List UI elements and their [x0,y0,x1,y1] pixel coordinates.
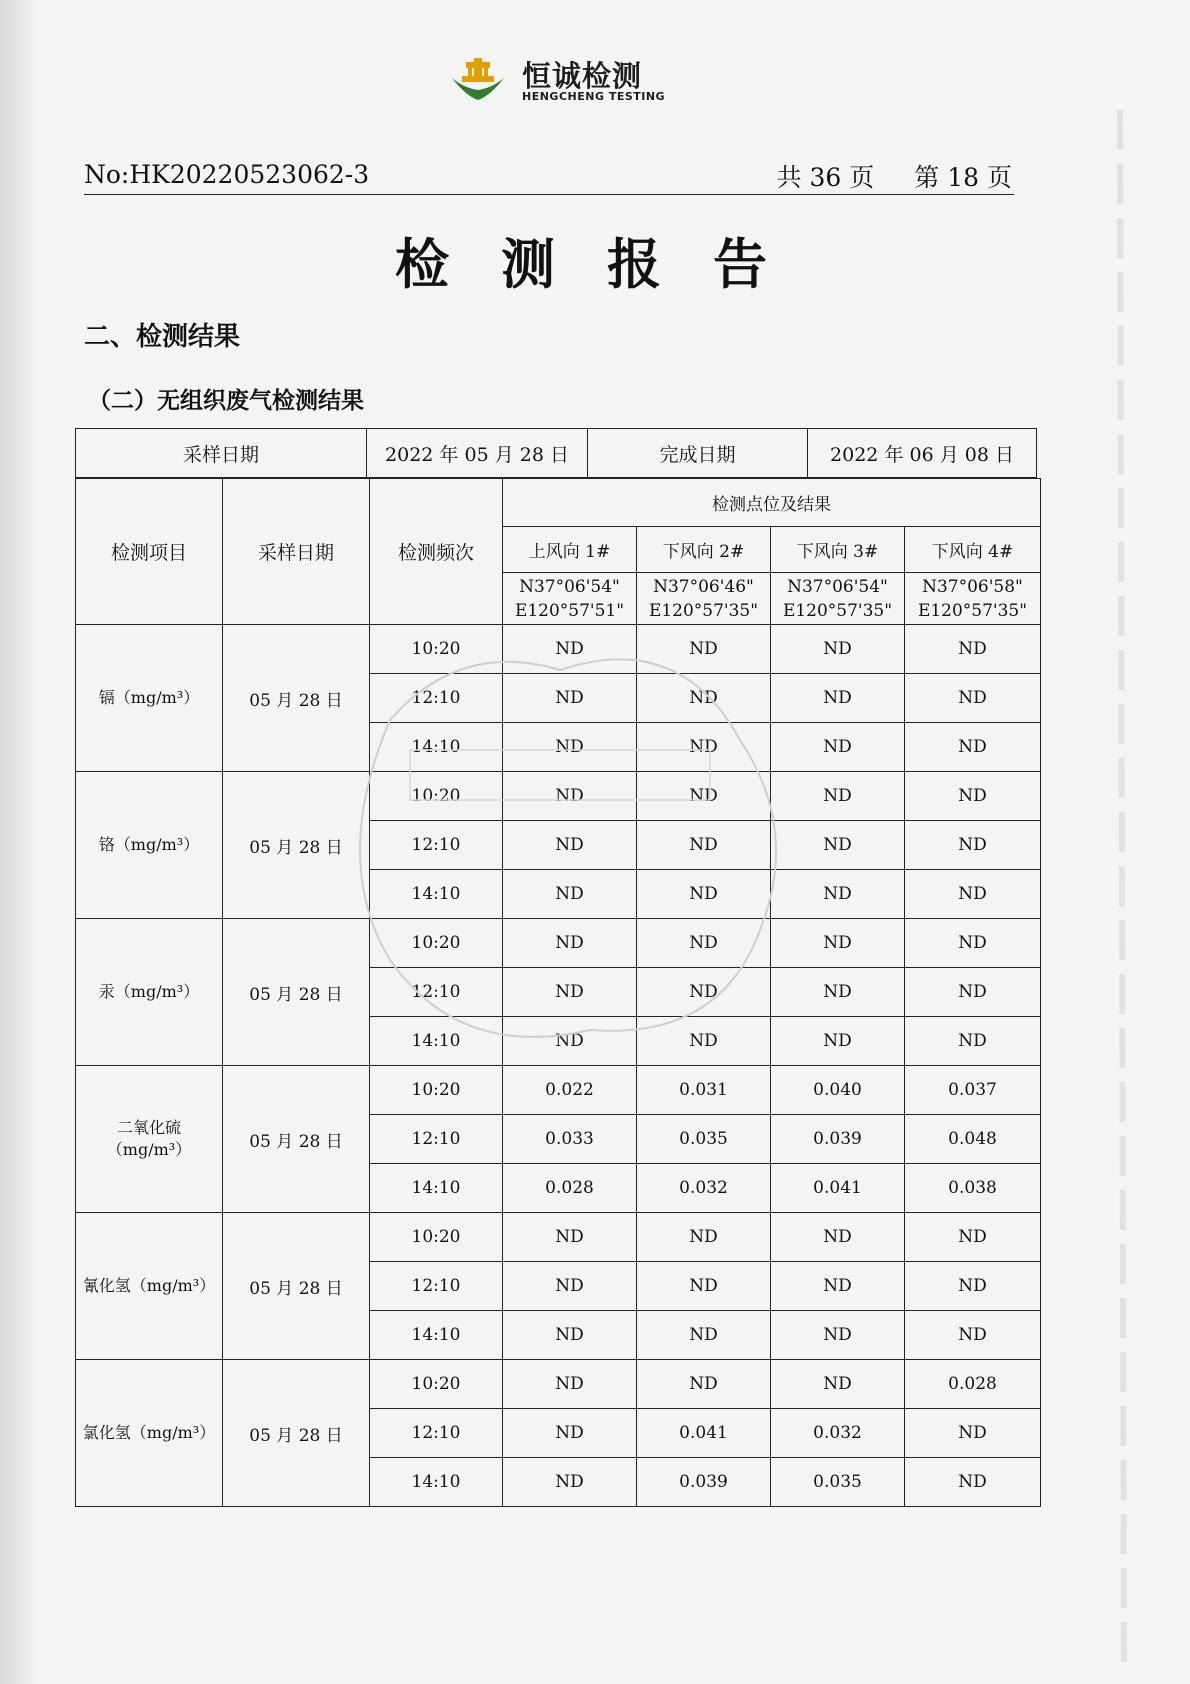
result-value: ND [637,1017,771,1066]
sampling-date: 05 月 28 日 [223,1213,370,1360]
sampling-meta-table [75,428,1037,478]
result-value: ND [637,1311,771,1360]
sampling-time: 14:10 [370,1458,503,1507]
completion-date-label: 完成日期 [588,429,808,478]
result-value: ND [905,1311,1041,1360]
result-value: ND [905,1262,1041,1311]
result-value: ND [905,1213,1041,1262]
sampling-time: 12:10 [370,968,503,1017]
point-lon: E120°57'51" [514,600,625,621]
col-item-header: 检测项目 [76,479,223,625]
sampling-time: 14:10 [370,1017,503,1066]
page-count [737,158,1012,194]
result-value: 0.035 [771,1458,905,1507]
result-value: ND [771,723,905,772]
result-value: ND [503,723,637,772]
point-name-4: 下风向 4# [905,527,1041,573]
table-row [76,1066,1041,1115]
point-lon: E120°57'35" [648,600,759,621]
sampling-date: 05 月 28 日 [223,919,370,1066]
col-points-header: 检测点位及结果 [503,479,1041,527]
result-value: ND [637,772,771,821]
col-freq-header: 检测频次 [370,479,503,625]
point-lon: E120°57'35" [917,600,1028,621]
table-row [76,919,1041,968]
result-value: 0.032 [771,1409,905,1458]
section-title: 二、检测结果 [84,322,241,352]
result-value: ND [637,625,771,674]
test-item: 氰化氢（mg/m³） [76,1213,223,1360]
result-value: 0.033 [503,1115,637,1164]
test-item: 铬（mg/m³） [76,772,223,919]
sampling-time: 14:10 [370,723,503,772]
result-value: ND [503,821,637,870]
point-coords-4 [905,573,1041,625]
result-value: 0.038 [905,1164,1041,1213]
hengcheng-logo-icon [448,56,508,102]
result-value: ND [905,723,1041,772]
result-value: ND [637,1262,771,1311]
sampling-time: 14:10 [370,1164,503,1213]
result-value: ND [905,625,1041,674]
point-lon: E120°57'35" [782,600,893,621]
result-value: ND [771,674,905,723]
side-security-strip [1110,110,1130,1670]
result-value: ND [905,919,1041,968]
result-value: ND [503,1409,637,1458]
table-row [76,1213,1041,1262]
result-value: ND [503,1458,637,1507]
result-value: ND [905,968,1041,1017]
subsection-title: （二）无组织废气检测结果 [88,388,364,414]
result-value: ND [771,821,905,870]
sampling-date: 05 月 28 日 [223,1066,370,1213]
logo-name-en: HENGCHENG TESTING [522,90,666,103]
result-value: 0.022 [503,1066,637,1115]
result-value: ND [771,625,905,674]
result-value: 0.041 [771,1164,905,1213]
sampling-time: 12:10 [370,674,503,723]
document-title: 检测报告 [395,233,819,296]
point-lat: N37°06'54" [787,576,888,597]
result-value: ND [905,1017,1041,1066]
logo-name-cn: 恒诚检测 [522,59,643,93]
result-value: ND [503,968,637,1017]
table-row [76,1360,1041,1409]
result-value: ND [503,625,637,674]
result-value: ND [637,968,771,1017]
sampling-date-value: 2022 年 05 月 28 日 [367,429,588,478]
point-lat: N37°06'46" [653,576,754,597]
result-value: ND [637,1360,771,1409]
result-value: ND [503,674,637,723]
test-item: 镉（mg/m³） [76,625,223,772]
result-value: 0.048 [905,1115,1041,1164]
result-value: ND [503,1311,637,1360]
point-name-1: 上风向 1# [503,527,637,573]
result-value: ND [771,772,905,821]
results-table [75,478,1041,1507]
point-lat: N37°06'54" [519,576,620,597]
result-value: ND [503,1017,637,1066]
result-value: ND [637,821,771,870]
sampling-time: 14:10 [370,1311,503,1360]
sampling-time: 12:10 [370,1115,503,1164]
table-row [76,625,1041,674]
result-value: ND [771,1213,905,1262]
report-header [84,160,1014,195]
result-value: ND [637,1213,771,1262]
result-value: 0.041 [637,1409,771,1458]
result-value: ND [637,870,771,919]
point-coords-1 [503,573,637,625]
result-value: 0.031 [637,1066,771,1115]
table-row [76,772,1041,821]
result-value: ND [503,1360,637,1409]
result-value: ND [637,723,771,772]
sampling-time: 10:20 [370,625,503,674]
result-value: ND [771,1360,905,1409]
result-value: 0.040 [771,1066,905,1115]
result-value: 0.035 [637,1115,771,1164]
result-value: ND [771,1311,905,1360]
result-value: ND [771,968,905,1017]
sampling-date: 05 月 28 日 [223,625,370,772]
result-value: ND [637,919,771,968]
sampling-time: 12:10 [370,1409,503,1458]
test-item: 二氧化硫 （mg/m³） [76,1066,223,1213]
sampling-time: 12:10 [370,821,503,870]
result-value: ND [905,772,1041,821]
sampling-time: 10:20 [370,1066,503,1115]
result-value: ND [637,674,771,723]
current-page: 第 18 页 [914,163,1012,192]
sampling-time: 12:10 [370,1262,503,1311]
point-name-3: 下风向 3# [771,527,905,573]
total-pages: 共 36 页 [776,163,875,192]
sampling-time: 14:10 [370,870,503,919]
point-lat: N37°06'58" [922,576,1023,597]
col-date-header: 采样日期 [223,479,370,625]
result-value: ND [503,919,637,968]
report-number: No:HK20220523062-3 [84,160,370,189]
result-value: ND [503,772,637,821]
sampling-time: 10:20 [370,919,503,968]
result-value: ND [905,1409,1041,1458]
result-value: 0.039 [637,1458,771,1507]
sampling-date: 05 月 28 日 [223,1360,370,1507]
result-value: ND [503,1262,637,1311]
result-value: 0.028 [503,1164,637,1213]
result-value: ND [905,870,1041,919]
test-item: 氯化氢（mg/m³） [76,1360,223,1507]
sampling-date: 05 月 28 日 [223,772,370,919]
result-value: ND [503,870,637,919]
company-logo [448,54,688,106]
completion-date-value: 2022 年 06 月 08 日 [808,429,1037,478]
result-value: ND [905,821,1041,870]
point-coords-2 [637,573,771,625]
sampling-time: 10:20 [370,772,503,821]
test-item: 汞（mg/m³） [76,919,223,1066]
sampling-time: 10:20 [370,1213,503,1262]
result-value: 0.028 [905,1360,1041,1409]
sampling-time: 10:20 [370,1360,503,1409]
result-value: ND [503,1213,637,1262]
result-value: ND [905,674,1041,723]
result-value: ND [771,919,905,968]
result-value: 0.037 [905,1066,1041,1115]
point-name-2: 下风向 2# [637,527,771,573]
point-coords-3 [771,573,905,625]
result-value: ND [771,1017,905,1066]
result-value: 0.032 [637,1164,771,1213]
result-value: 0.039 [771,1115,905,1164]
result-value: ND [771,1262,905,1311]
result-value: ND [771,870,905,919]
result-value: ND [905,1458,1041,1507]
sampling-date-label: 采样日期 [76,429,367,478]
